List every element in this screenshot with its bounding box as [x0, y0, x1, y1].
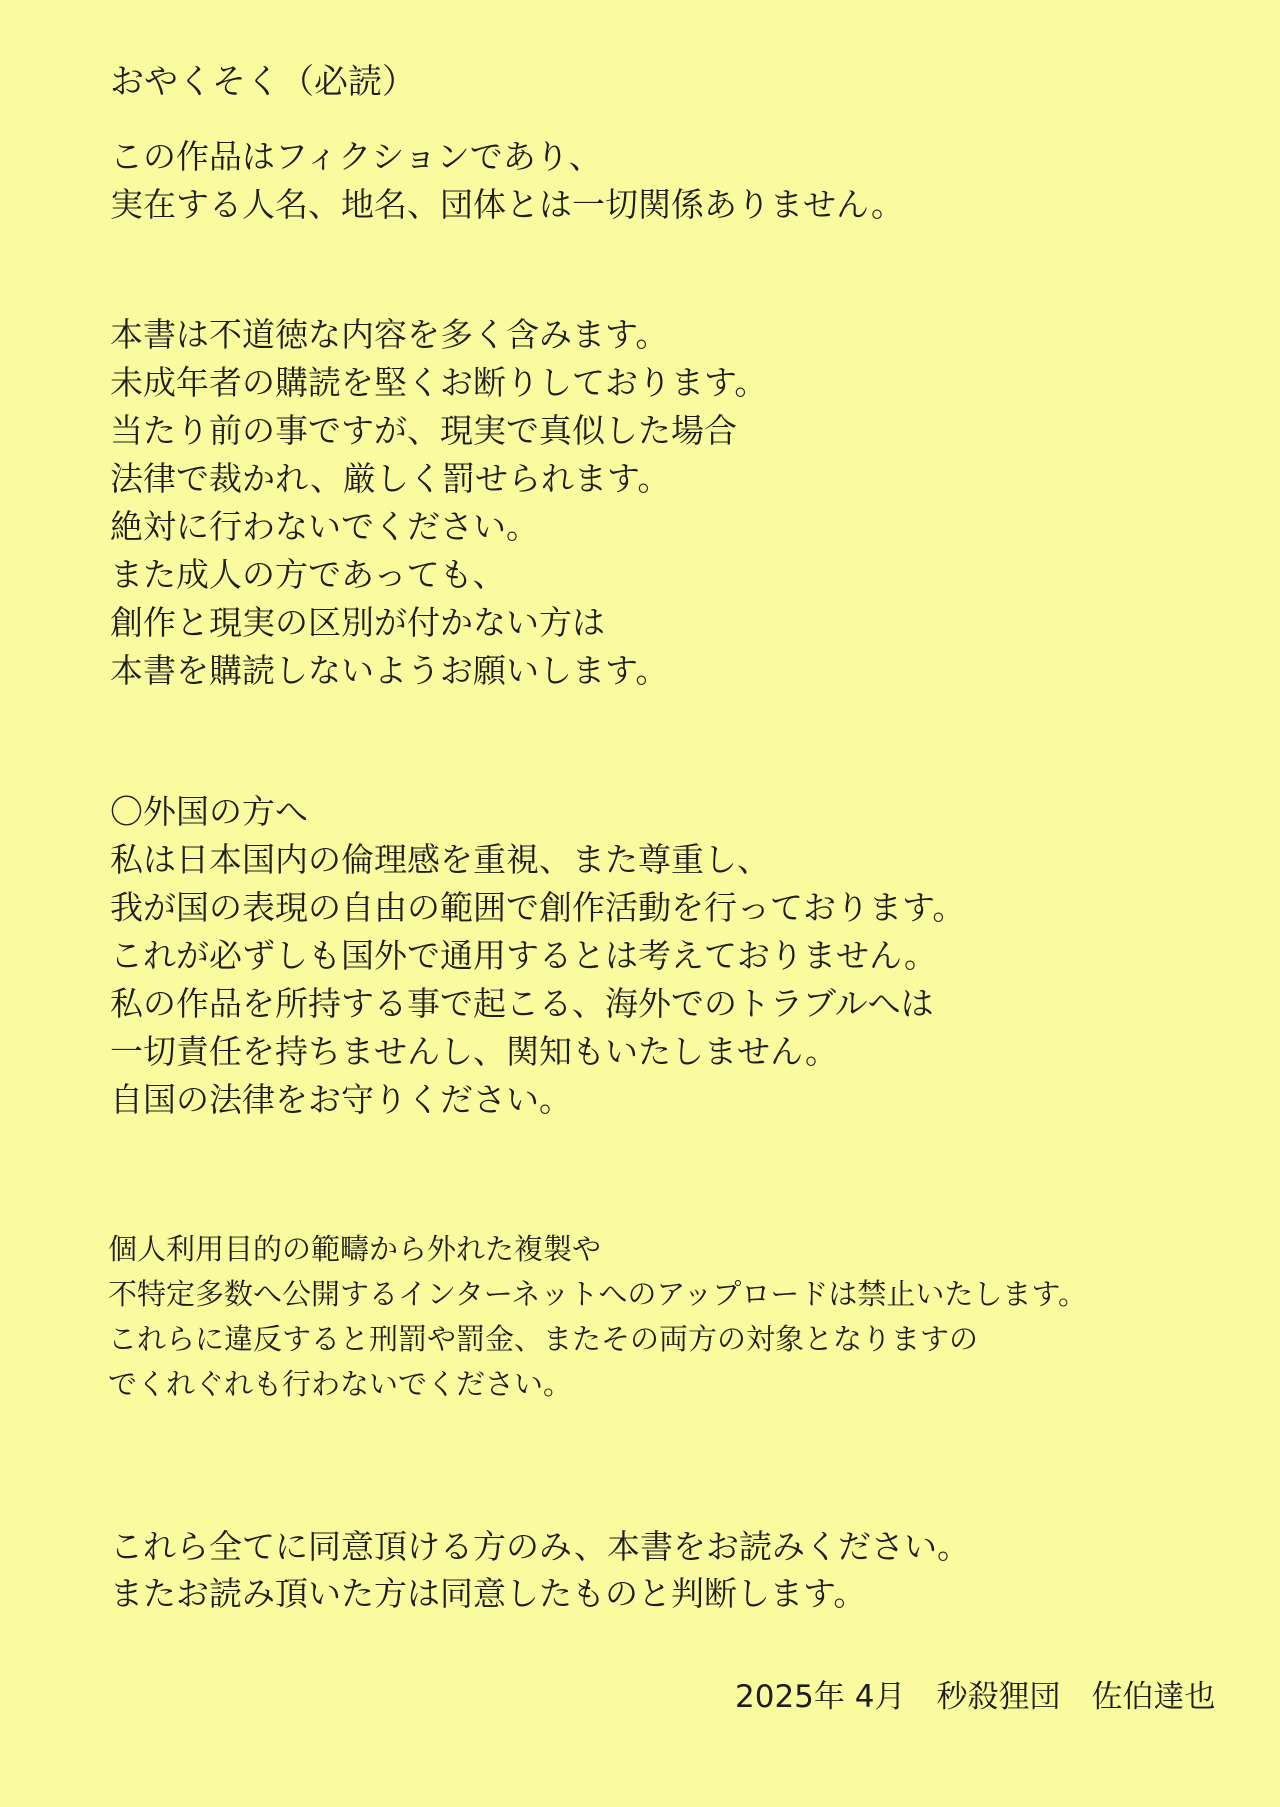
text-line: 我が国の表現の自由の範囲で創作活動を行っております。 — [110, 888, 966, 927]
fiction-disclaimer-paragraph — [110, 133, 904, 229]
text-line: 創作と現実の区別が付かない方は — [110, 603, 605, 642]
foreign-readers-paragraph — [110, 788, 965, 1124]
text-line: 本書は不道徳な内容を多く含みます。 — [110, 315, 669, 354]
text-line: 私の作品を所持する事で起こる、海外でのトラブルへは — [110, 984, 934, 1023]
text-line: これらに違反すると刑罰や罰金、またその両方の対象となりますの — [108, 1322, 979, 1356]
text-line: でくれぐれも行わないでください。 — [108, 1367, 573, 1401]
text-line: この作品はフィクションであり、 — [110, 137, 602, 176]
text-line: また成人の方であっても、 — [110, 555, 506, 594]
text-line: 絶対に行わないでください。 — [110, 507, 539, 546]
text-line: 個人利用目的の範疇から外れた複製や — [108, 1232, 602, 1266]
text-line: これら全てに同意頂ける方のみ、本書をお読みください。 — [110, 1527, 970, 1566]
text-line: 未成年者の購読を堅くお断りしております。 — [110, 363, 768, 402]
copyright-prohibition-paragraph — [108, 1227, 1087, 1407]
text-line: 不特定多数へ公開するインターネットへのアップロードは禁止いたします。 — [108, 1277, 1088, 1311]
text-line: 私は日本国内の倫理感を重視、また尊重し、 — [110, 840, 770, 879]
page-title — [110, 62, 416, 102]
agreement-paragraph — [110, 1523, 970, 1617]
text-line: 一切責任を持ちませんし、関知もいたしません。 — [110, 1032, 838, 1071]
text-line: 自国の法律をお守りください。 — [110, 1080, 572, 1119]
text-line: 当たり前の事ですが、現実で真似した場合 — [110, 411, 737, 450]
text-line: これが必ずしも国外で通用するとは考えておりません。 — [110, 936, 937, 975]
text-line: またお読み頂いた方は同意したものと判断します。 — [110, 1574, 867, 1613]
credit-text: 2025年 4月 秒殺狸団 佐伯達也 — [735, 1679, 1216, 1715]
title-text: おやくそく（必読） — [110, 62, 416, 102]
content-warning-paragraph — [110, 311, 767, 695]
text-line: 法律で裁かれ、厳しく罰せられます。 — [110, 459, 671, 498]
text-line: 実在する人名、地名、団体とは一切関係ありません。 — [110, 185, 904, 224]
section-heading: 〇外国の方へ — [110, 792, 308, 831]
text-line: 本書を購読しないようお願いします。 — [110, 651, 669, 690]
date-and-credit — [735, 1679, 1215, 1716]
